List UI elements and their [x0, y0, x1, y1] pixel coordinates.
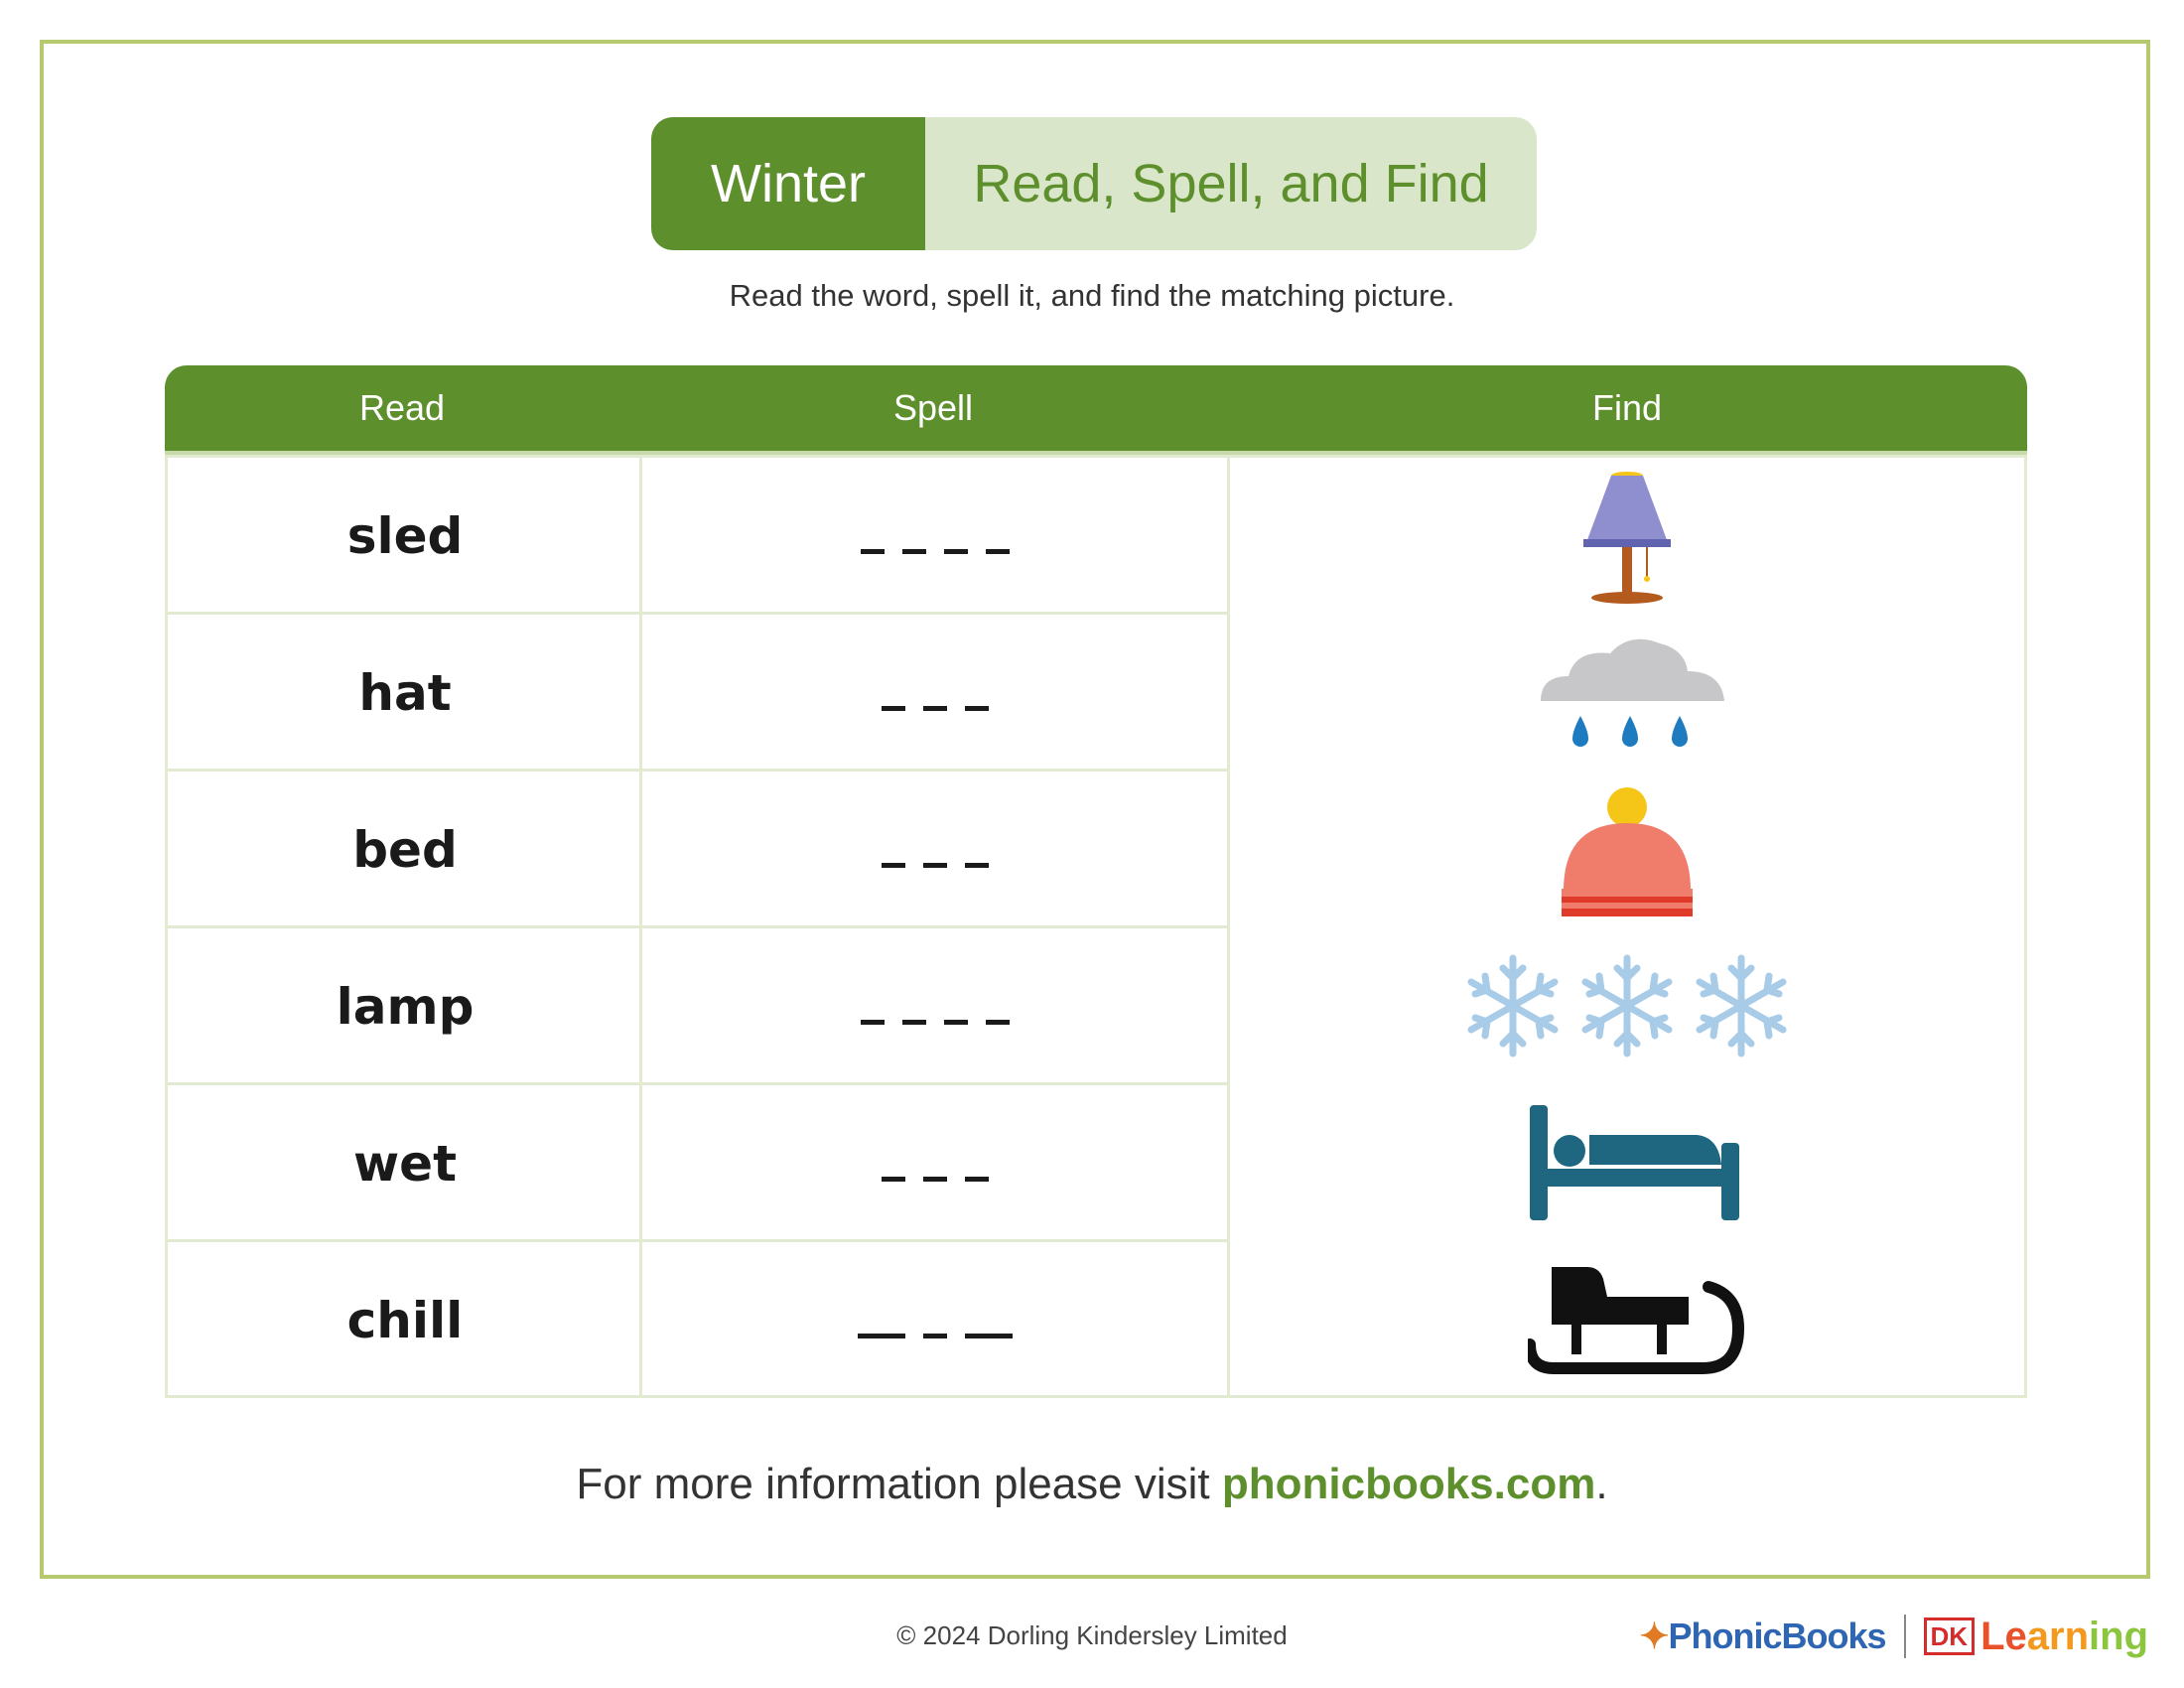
letter-blank — [882, 706, 905, 711]
read-word: sled — [346, 507, 464, 565]
table-row — [168, 1085, 1230, 1242]
phonicbooks-logo-text: PhonicBooks — [1668, 1616, 1886, 1656]
letter-blank — [986, 549, 1010, 554]
more-info-prefix: For more information please visit — [576, 1460, 1222, 1508]
letter-blank — [965, 863, 989, 868]
dk-logo: DK — [1924, 1618, 1976, 1655]
table-row — [168, 1242, 1230, 1399]
letter-blank — [965, 1334, 1013, 1338]
read-word: hat — [358, 664, 452, 722]
letter-blank — [944, 1020, 968, 1025]
letter-blank — [902, 1020, 926, 1025]
letter-blank — [882, 863, 905, 868]
logo-divider — [1904, 1615, 1906, 1658]
worksheet-title: Read, Spell, and Find — [925, 117, 1537, 250]
title-banner — [651, 117, 1537, 250]
publisher-logos — [1639, 1607, 2148, 1666]
read-word: lamp — [336, 978, 475, 1036]
letter-blank — [986, 1020, 1010, 1025]
spell-blanks[interactable] — [642, 1085, 1228, 1242]
letter-blank — [861, 1020, 885, 1025]
letter-blank — [965, 1177, 989, 1182]
letter-blank — [965, 706, 989, 711]
rain-cloud-icon[interactable] — [1531, 632, 1729, 761]
letter-blank — [902, 549, 926, 554]
snowflakes-icon[interactable] — [1458, 949, 1796, 1063]
spell-blanks[interactable] — [642, 928, 1228, 1085]
table-row — [168, 928, 1230, 1085]
phonicbooks-logo — [1639, 1616, 1885, 1657]
phonicbooks-mascot-icon: ✦ — [1639, 1616, 1669, 1656]
letter-blank — [882, 1177, 905, 1182]
letter-blank — [923, 706, 947, 711]
spell-blanks[interactable] — [642, 772, 1228, 928]
instruction-text: Read the word, spell it, and find the matching picture. — [729, 278, 1455, 313]
column-header-read: Read — [358, 387, 446, 428]
column-header-spell: Spell — [892, 387, 974, 428]
letter-blank — [861, 549, 885, 554]
learning-logo: Learning — [1980, 1614, 2148, 1658]
spell-blanks[interactable] — [642, 1242, 1228, 1399]
worksheet-table — [165, 365, 2027, 1398]
sled-icon[interactable] — [1528, 1257, 1746, 1386]
read-word: wet — [352, 1135, 457, 1193]
letter-blank — [858, 1334, 905, 1338]
table-header — [165, 365, 2027, 455]
column-header-find: Find — [1591, 387, 1663, 428]
bed-icon[interactable] — [1528, 1103, 1741, 1222]
table-row — [168, 458, 1230, 615]
spell-blanks[interactable] — [642, 615, 1228, 772]
read-word: chill — [346, 1292, 464, 1349]
lamp-icon[interactable] — [1558, 466, 1697, 610]
read-word: bed — [352, 821, 458, 879]
table-row — [168, 615, 1230, 772]
more-info-text — [0, 1460, 2184, 1509]
table-row — [168, 772, 1230, 928]
letter-blank — [923, 1334, 947, 1338]
copyright-text: © 2024 Dorling Kindersley Limited — [896, 1620, 1288, 1650]
spell-blanks[interactable] — [642, 458, 1228, 615]
more-info-suffix: . — [1595, 1460, 1608, 1508]
topic-tag: Winter — [651, 117, 925, 250]
winter-hat-icon[interactable] — [1558, 785, 1697, 924]
table-body — [165, 455, 2027, 1398]
letter-blank — [923, 863, 947, 868]
website-link[interactable]: phonicbooks.com — [1221, 1460, 1596, 1508]
letter-blank — [944, 549, 968, 554]
letter-blank — [923, 1177, 947, 1182]
